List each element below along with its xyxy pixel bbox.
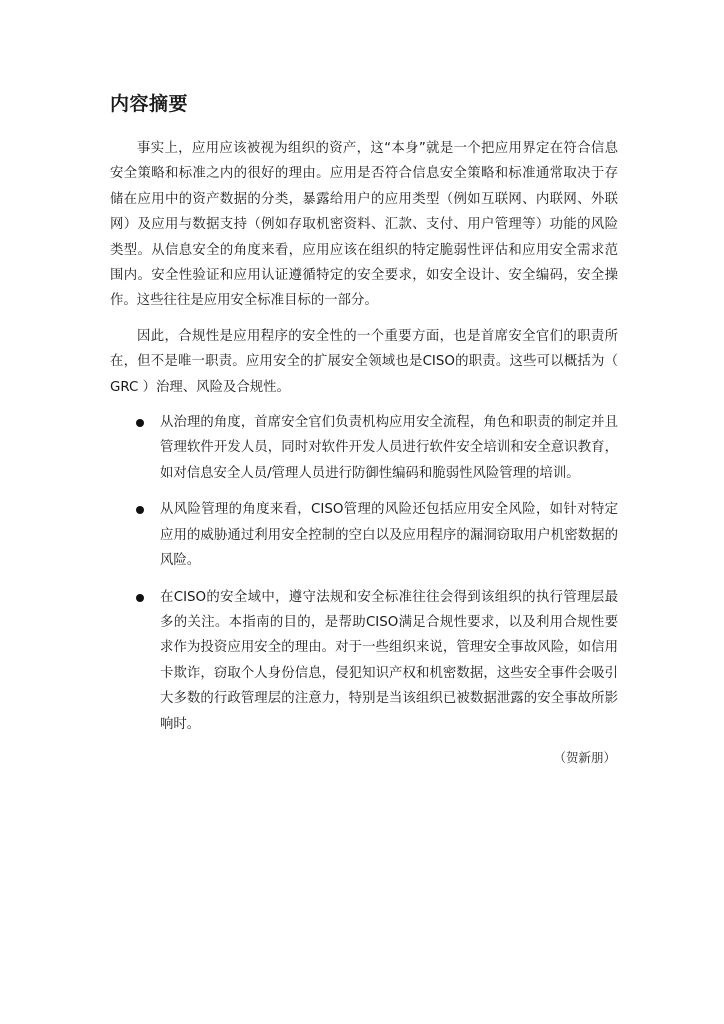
- paragraph-compliance: 因此，合规性是应用程序的安全性的一个重要方面，也是首席安全官们的职责所在，但不是唯一职责。应用安全的扩展安全领域也是CISO的职责。这些可以概括为（ GRC ）治理、风险及合规性。: [110, 328, 618, 395]
- list-item-text: 从治理的角度，首席安全官们负责机构应用安全流程，角色和职责的制定并且管理软件开发人员，同时对软件开发人员进行软件安全培训和安全意识教育，如对信息安全人员/管理人员进行防御性编码和脆弱性风险管理的培训。: [160, 415, 618, 481]
- paragraph-intro: 事实上，应用应该被视为组织的资产，这“本身”就是一个把应用界定在符合信息安全策略和标准之内的很好的理由。应用是否符合信息安全策略和标准通常取决于存储在应用中的资产数据的分类，暴露给用户的应用类型（例如互联网、内联网、外联网）及应用与数据支持（例如存取机密资料、汇款、支付、用户管理等）功能的风险类型。从信息安全的角度来看，应用应该在组织的特定脆弱性评估和应用安全需求范围内。安全性验证和应用认证遵循特定的安全要求，如安全设计、安全编码，安全操作。这些往往是应用安全标准目标的一部分。: [110, 141, 618, 309]
- list-item-risk: [110, 497, 618, 573]
- bullet-dot-icon: [136, 506, 144, 514]
- list-item-text: 从风险管理的角度来看，CISO管理的风险还包括应用安全风险，如针对特定应用的威胁通过利用安全控制的空白以及应用程序的漏洞窃取用户机密数据的风险。: [160, 502, 618, 569]
- document-page: [110, 90, 618, 766]
- bullet-dot-icon: [136, 594, 144, 602]
- list-item-text: 在CISO的安全域中，遵守法规和安全标准往往会得到该组织的执行管理层最多的关注。本指南的目的，是帮助CISO满足合规性要求，以及利用合规性要求作为投资应用安全的理由。对于一些组织来说，管理安全事故风险，如信用卡欺诈，窃取个人身份信息，侵犯知识产权和机密数据，这些安全事件会吸引大多数的行政管理层的注意力，特别是当该组织已被数据泄露的安全事故所影响时。: [160, 589, 618, 732]
- list-item-compliance: [110, 585, 618, 737]
- list-item-governance: [110, 410, 618, 486]
- author-signature: （贺新朋）: [553, 749, 616, 765]
- bullet-dot-icon: [136, 419, 144, 427]
- bullet-list: [110, 410, 618, 737]
- page-title: 内容摘要: [110, 93, 189, 115]
